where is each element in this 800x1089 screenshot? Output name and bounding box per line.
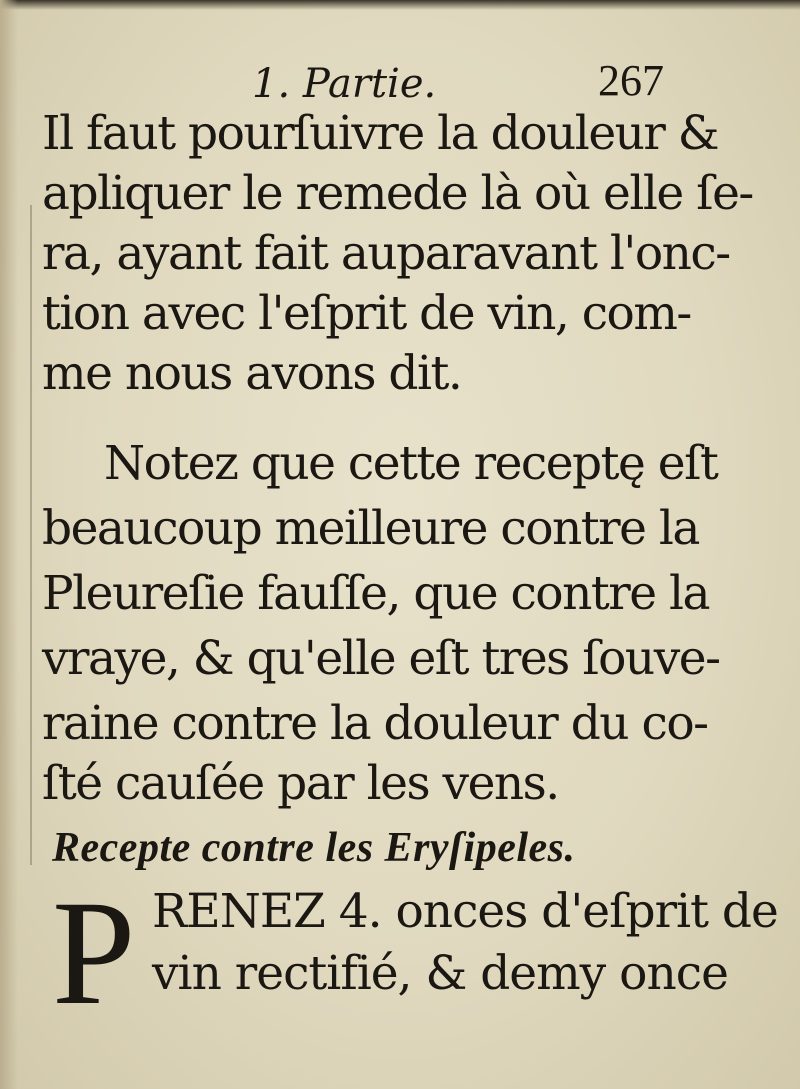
text-line: tion avec l'eſprit de vin, com- (42, 286, 691, 341)
text-line: raine contre la douleur du co- (42, 696, 708, 751)
page-number: 267 (598, 56, 664, 105)
text-line: vin rectifié, & demy once (152, 946, 728, 1001)
recipe-heading: Recepte contre les Eryſipeles. (52, 825, 576, 871)
drop-cap: P (52, 870, 136, 1036)
page-gutter (0, 0, 18, 1089)
text-line: Il faut pourſuivre la douleur & (42, 106, 719, 161)
text-line: vraye, & qu'elle eſt tres ſouve- (42, 631, 720, 686)
text-line: ra, ayant fait auparavant l'onc- (42, 226, 730, 281)
text-line: Pleureſie fauſſe, que contre la (42, 566, 710, 621)
text-line: Notez que cette receptę eſt (104, 436, 718, 491)
text-line: ſté cauſée par les vens. (42, 756, 559, 811)
text-line: beaucoup meilleure contre la (42, 501, 699, 556)
text-line: RENEZ 4. onces d'eſprit de (152, 884, 778, 939)
text-line: me nous avons dit. (42, 346, 462, 401)
text-line: apliquer le remede là où elle ſe- (42, 166, 753, 221)
page-top-shadow (0, 0, 800, 10)
part-label: 1. Partie. (252, 61, 437, 107)
gutter-rule (30, 205, 32, 865)
